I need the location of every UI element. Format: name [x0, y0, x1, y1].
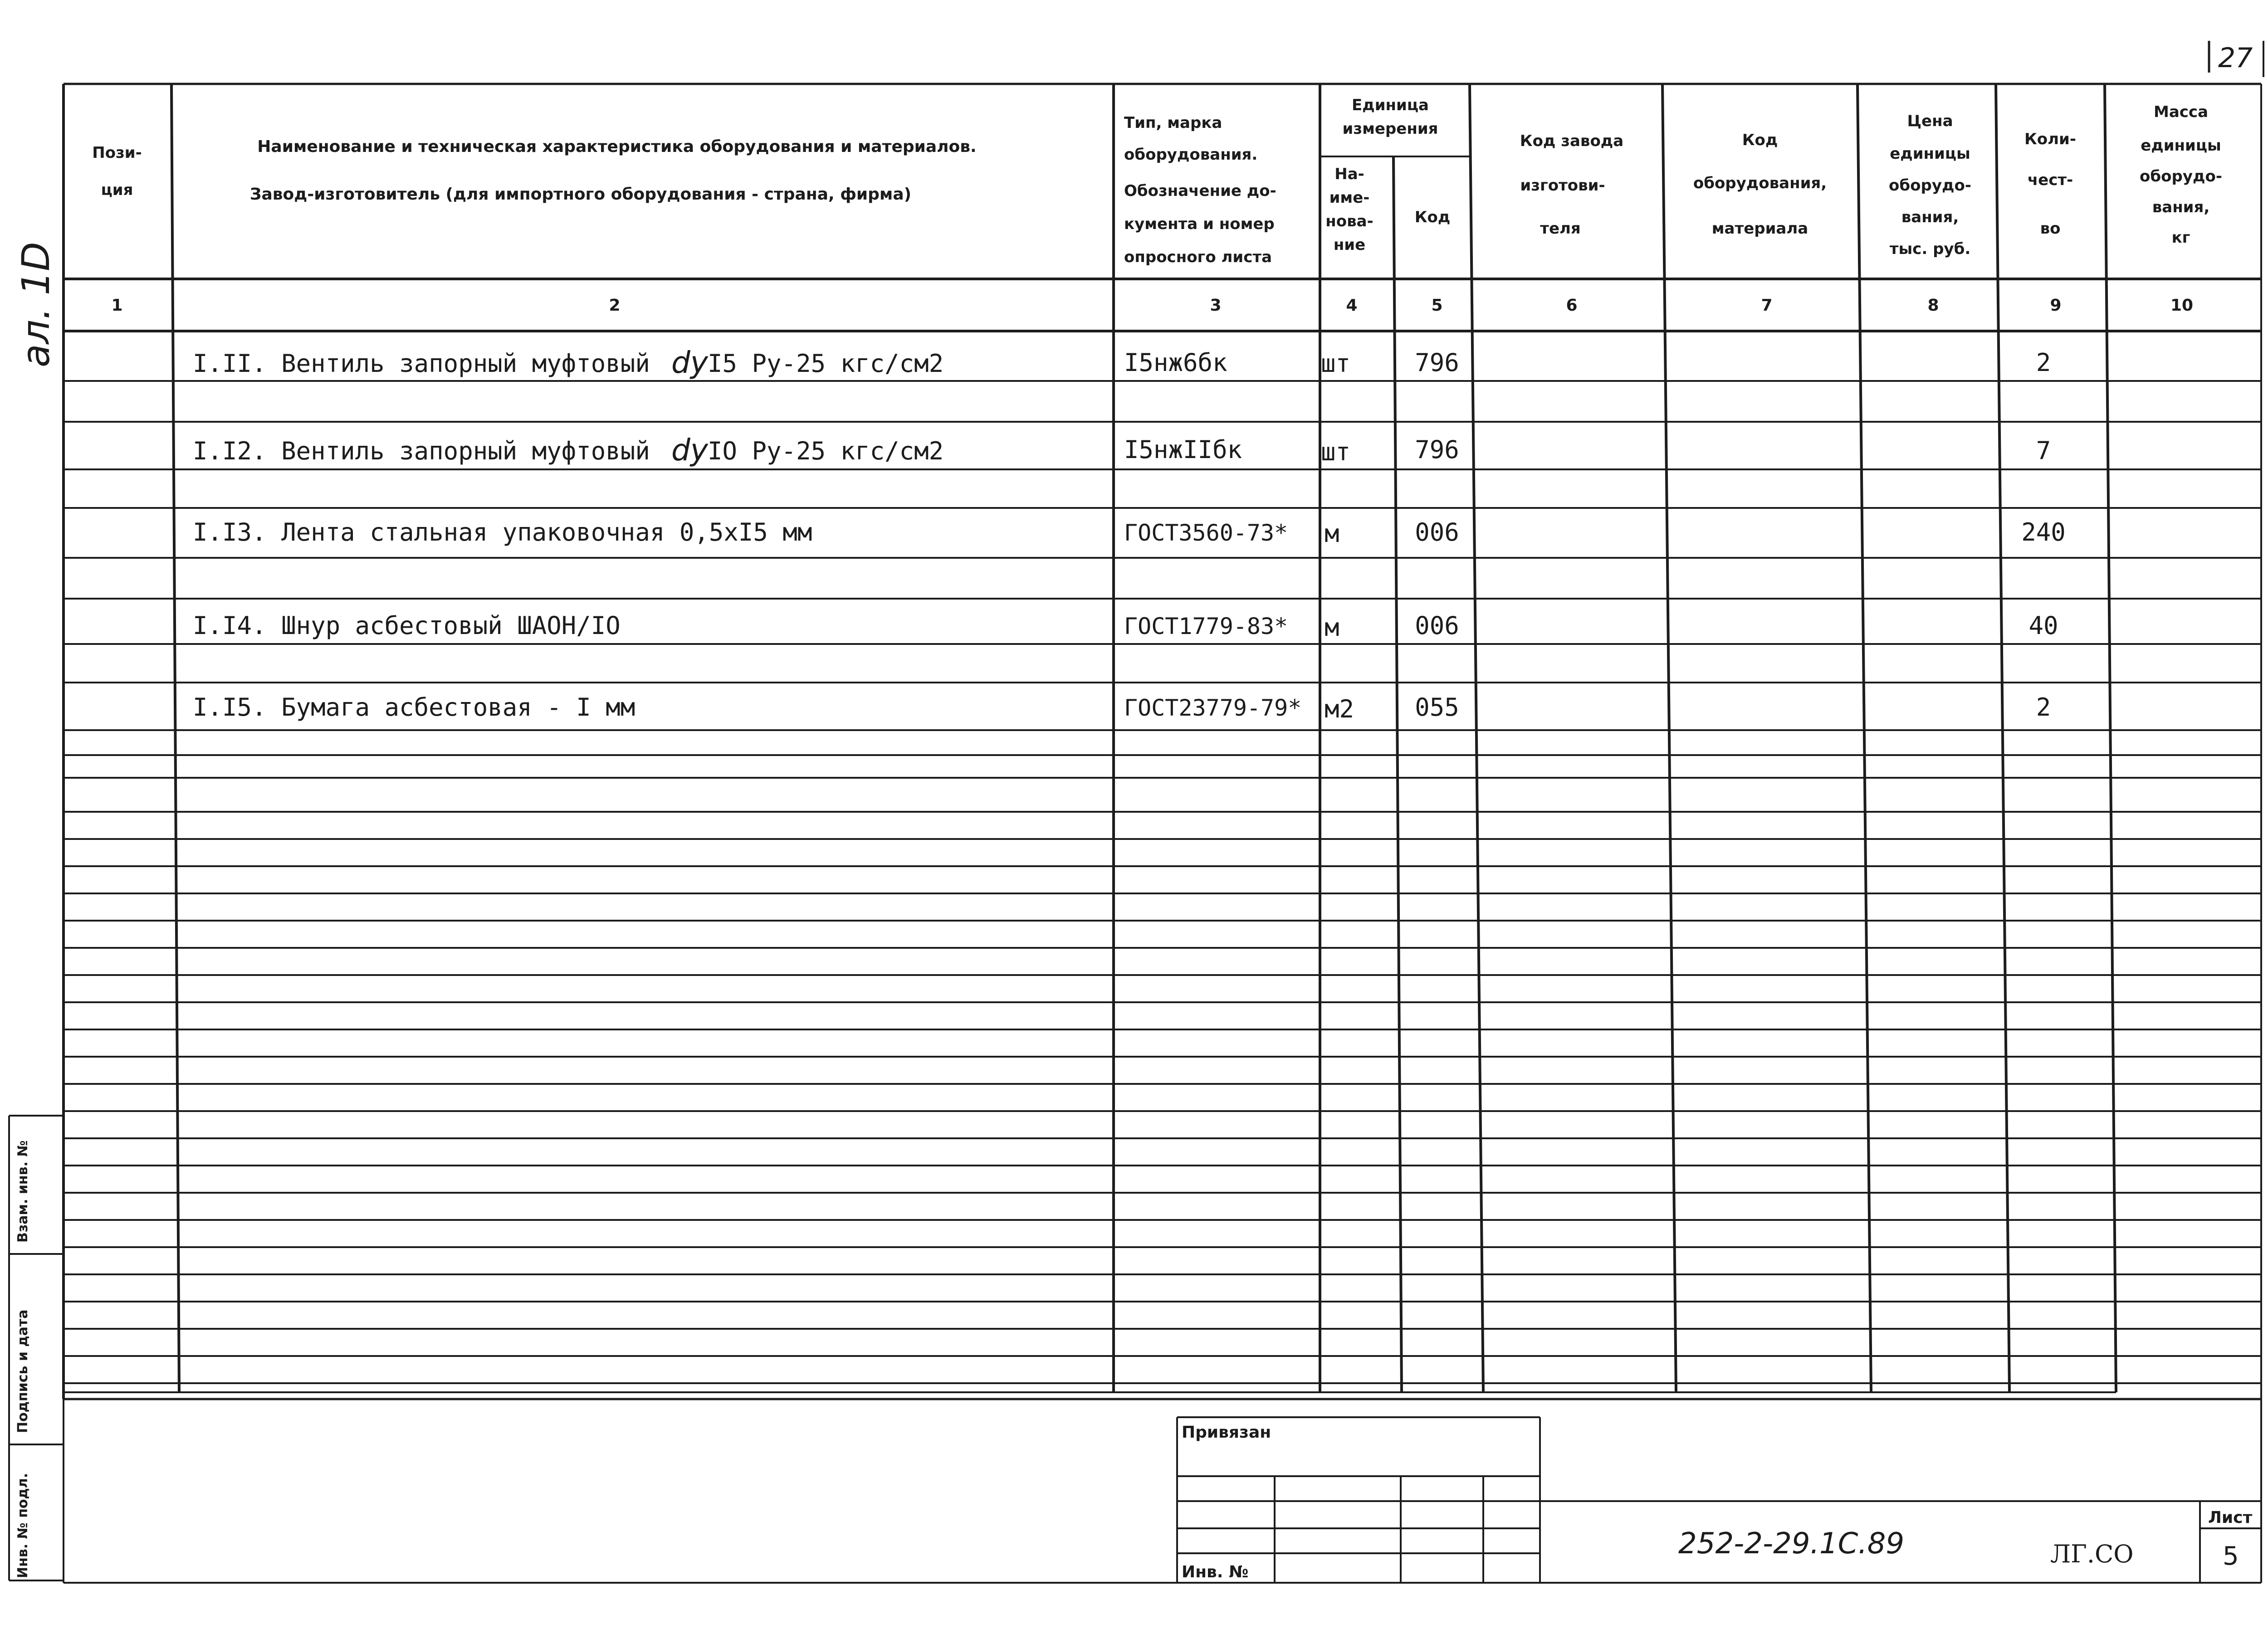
- handwritten-side-note: ал. 1D: [14, 242, 58, 367]
- side-sign-date: Подпись и дата: [15, 1309, 31, 1433]
- header-unit-name-line3: нова-: [1325, 212, 1374, 230]
- row-5-name: I.I5. Бумага асбестовая - I мм: [193, 693, 635, 722]
- row-5-code: 055: [1415, 693, 1459, 722]
- colnum-1: 1: [111, 296, 123, 315]
- row-2: [193, 433, 2051, 468]
- row-3-type: ГОСТ3560-73*: [1124, 520, 1288, 546]
- header-factory-line3: теля: [1540, 219, 1581, 238]
- header-price-line2: единицы: [1890, 145, 1970, 163]
- header-qty-line2: чест-: [2027, 171, 2073, 189]
- header-name-line1: Наименование и техническая характеристика оборудования и материалов.: [257, 137, 977, 156]
- header-mass-line2: единицы: [2141, 137, 2221, 155]
- header-mass-line1: Масса: [2153, 103, 2209, 121]
- header-factory-line2: изготови-: [1520, 176, 1605, 195]
- header-mass-line5: кг: [2171, 229, 2190, 247]
- column-number-row: [111, 296, 2193, 315]
- header-unit-name-line2: име-: [1329, 189, 1370, 207]
- colnum-5: 5: [1431, 296, 1443, 315]
- header-unit-code: Код: [1414, 208, 1451, 226]
- row-1-dy: dy: [671, 345, 708, 380]
- header-factory-line1: Код завода: [1520, 132, 1624, 150]
- row-4-qty: 40: [2028, 611, 2058, 640]
- row-4-type: ГОСТ1779-83*: [1124, 613, 1288, 639]
- row-2-dy: dy: [671, 433, 708, 468]
- row-2-name: I.I2. Вентиль запорный муфтовый: [193, 437, 650, 465]
- header-type-line5: опросного листа: [1124, 248, 1272, 266]
- row-1-qty: 2: [2036, 348, 2051, 377]
- header-equip-code-line1: Код: [1742, 131, 1778, 149]
- header-price-line3: оборудо-: [1889, 176, 1971, 195]
- header-price-line1: Цена: [1907, 112, 1953, 130]
- corner-sheet-mark: 27: [2218, 42, 2253, 74]
- title-block: [64, 1399, 2261, 1583]
- header-type-line4: кумента и номер: [1124, 215, 1275, 233]
- side-replace-inv: Взам. инв. №: [15, 1140, 31, 1243]
- row-5: [193, 693, 2051, 723]
- colnum-7: 7: [1761, 296, 1773, 315]
- header-name-line2: Завод-изготовитель (для импортного оборудования - страна, фирма): [249, 185, 912, 204]
- spec-table-frame: [64, 84, 2261, 1399]
- header-type-line2: оборудования.: [1124, 146, 1258, 164]
- header-position-line2: ция: [101, 181, 133, 199]
- row-4-code: 006: [1415, 611, 1459, 640]
- title-inv-label: Инв. №: [1182, 1563, 1249, 1581]
- row-1: [193, 345, 2051, 380]
- header-equip-code-line3: материала: [1711, 219, 1809, 238]
- side-inv-original: Инв. № подл.: [15, 1473, 31, 1578]
- row-3-name: I.I3. Лента стальная упаковочная 0,5xI5 мм: [193, 518, 812, 546]
- header-price-line4: вания,: [1901, 208, 1959, 226]
- row-1-type: I5нж6бк: [1124, 348, 1227, 377]
- row-5-qty: 2: [2036, 693, 2051, 722]
- header-type-line1: Тип, марка: [1124, 114, 1222, 132]
- row-1-name-tail: I5 Ру-25 кгс/см2: [708, 349, 944, 378]
- table-header: [92, 96, 2222, 266]
- header-unit-name-line1: На-: [1334, 165, 1364, 183]
- header-mass-line3: оборудо-: [2140, 167, 2222, 185]
- header-qty-line1: Коли-: [2024, 130, 2076, 148]
- colnum-8: 8: [1927, 296, 1939, 315]
- row-3-code: 006: [1415, 518, 1459, 546]
- header-unit-title-line2: измерения: [1342, 120, 1438, 138]
- header-type-line3: Обозначение до-: [1124, 182, 1276, 200]
- row-1-name: I.II. Вентиль запорный муфтовый: [193, 349, 650, 378]
- row-1-code: 796: [1415, 348, 1459, 377]
- colnum-6: 6: [1566, 296, 1578, 315]
- row-2-type: I5нжIIбк: [1124, 435, 1242, 464]
- sheet-number: 5: [2223, 1541, 2239, 1571]
- row-2-name-tail: IO Ру-25 кгс/см2: [708, 437, 944, 465]
- row-2-code: 796: [1415, 435, 1459, 464]
- sheet-code: ЛГ.СО: [2050, 1540, 2134, 1568]
- header-equip-code-line2: оборудования,: [1693, 174, 1827, 192]
- row-4: [193, 611, 2058, 642]
- row-2-unit: шт: [1321, 438, 1351, 466]
- row-3: [193, 518, 2066, 548]
- header-price-line5: тыс. руб.: [1889, 240, 1971, 258]
- header-unit-name-line4: ние: [1333, 236, 1366, 254]
- document-code: 252-2-29.1С.89: [1678, 1527, 1905, 1561]
- row-5-unit: м2: [1325, 695, 1354, 723]
- header-unit-title-line1: Единица: [1352, 96, 1429, 114]
- sheet-label: Лист: [2208, 1508, 2253, 1527]
- row-3-qty: 240: [2021, 518, 2066, 546]
- row-2-qty: 7: [2036, 436, 2051, 465]
- colnum-2: 2: [609, 296, 621, 315]
- header-qty-line3: во: [2040, 219, 2061, 238]
- header-position-line1: Пози-: [92, 144, 142, 162]
- row-1-unit: шт: [1321, 349, 1351, 378]
- title-bound-label: Привязан: [1182, 1423, 1271, 1442]
- header-mass-line4: вания,: [2152, 198, 2210, 216]
- colnum-9: 9: [2050, 296, 2062, 315]
- row-4-name: I.I4. Шнур асбестовый ШАОН/IO: [193, 611, 621, 640]
- row-3-unit: м: [1325, 519, 1339, 548]
- colnum-10: 10: [2170, 296, 2194, 315]
- colnum-3: 3: [1210, 296, 1222, 315]
- row-4-unit: м: [1325, 613, 1339, 642]
- row-5-type: ГОСТ23779-79*: [1124, 695, 1302, 721]
- colnum-4: 4: [1346, 296, 1358, 315]
